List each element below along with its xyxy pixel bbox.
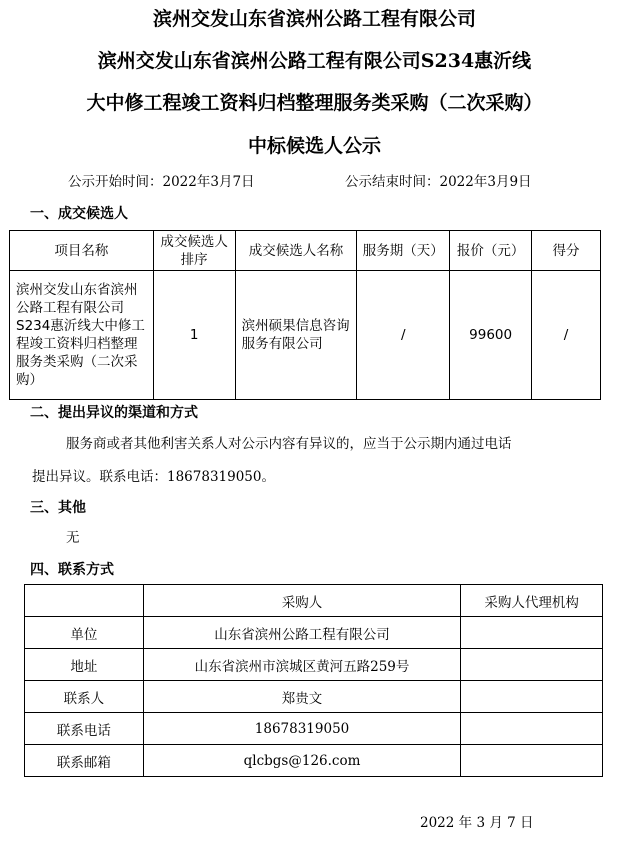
contact-table (24, 584, 603, 777)
objection-text-line2: 提出异议。联系电话：18678319050。 (32, 469, 275, 485)
contact-value[interactable]: qlcbgs@126.com (143, 745, 461, 777)
cell-service-period: / (357, 271, 450, 400)
contact-label: 单位 (25, 617, 144, 649)
col-candidate-name: 成交候选人名称 (235, 231, 357, 271)
table-row (25, 649, 603, 681)
col-price: 报价（元） (450, 231, 532, 271)
contact-agent-value (461, 713, 603, 745)
objection-text-line1: 服务商或者其他利害关系人对公示内容有异议的，应当于公示期内通过电话 (66, 436, 512, 452)
section-heading-objection: 二、提出异议的渠道和方式 (30, 405, 198, 421)
table-row (25, 713, 603, 745)
contact-header-row (25, 585, 603, 617)
contact-value: 山东省滨州市滨城区黄河五路259号 (143, 649, 461, 681)
table-row (25, 617, 603, 649)
col-service-period: 服务期（天） (357, 231, 450, 271)
cell-rank: 1 (153, 271, 235, 400)
contact-col-agent: 采购人代理机构 (461, 585, 603, 617)
table-row (10, 271, 601, 400)
table-row (25, 745, 603, 777)
contact-value: 山东省滨州公路工程有限公司 (143, 617, 461, 649)
notice-start-date: 公示开始时间：2022年3月7日 (68, 174, 255, 190)
cell-score: / (532, 271, 601, 400)
contact-agent-value (461, 681, 603, 713)
project-title-line1: 滨州交发山东省滨州公路工程有限公司S234惠沂线 (97, 50, 532, 72)
project-title-line2: 大中修工程竣工资料归档整理服务类采购（二次采购） (86, 92, 543, 114)
contact-agent-value (461, 649, 603, 681)
col-score: 得分 (532, 231, 601, 271)
contact-label: 联系邮箱 (25, 745, 144, 777)
contact-label: 联系人 (25, 681, 144, 713)
other-text: 无 (66, 530, 80, 546)
contact-label: 地址 (25, 649, 144, 681)
contact-agent-value (461, 617, 603, 649)
contact-value: 郑贵文 (143, 681, 461, 713)
notice-end-date: 公示结束时间：2022年3月9日 (345, 174, 532, 190)
cell-project-name: 滨州交发山东省滨州公路工程有限公司S234惠沂线大中修工程竣工资料归档整理服务类采购（二次采购） (10, 271, 154, 400)
contact-value: 18678319050 (143, 713, 461, 745)
notice-title: 中标候选人公示 (247, 135, 381, 157)
contact-agent-value (461, 745, 603, 777)
table-row (25, 681, 603, 713)
contact-col-purchaser: 采购人 (143, 585, 461, 617)
cell-candidate-name: 滨州硕果信息咨询服务有限公司 (235, 271, 357, 400)
col-candidate-rank: 成交候选人排序 (153, 231, 235, 271)
contact-header-blank (25, 585, 144, 617)
section-heading-candidates: 一、成交候选人 (30, 206, 128, 222)
cell-price: 99600 (450, 271, 532, 400)
candidates-table (9, 230, 601, 400)
section-heading-contact: 四、联系方式 (30, 562, 114, 578)
company-title: 滨州交发山东省滨州公路工程有限公司 (152, 8, 476, 30)
contact-label: 联系电话 (25, 713, 144, 745)
col-project-name: 项目名称 (10, 231, 154, 271)
table-header-row (10, 231, 601, 271)
signature-date: 2022 年 3 月 7 日 (420, 815, 534, 831)
section-heading-other: 三、其他 (30, 500, 86, 516)
